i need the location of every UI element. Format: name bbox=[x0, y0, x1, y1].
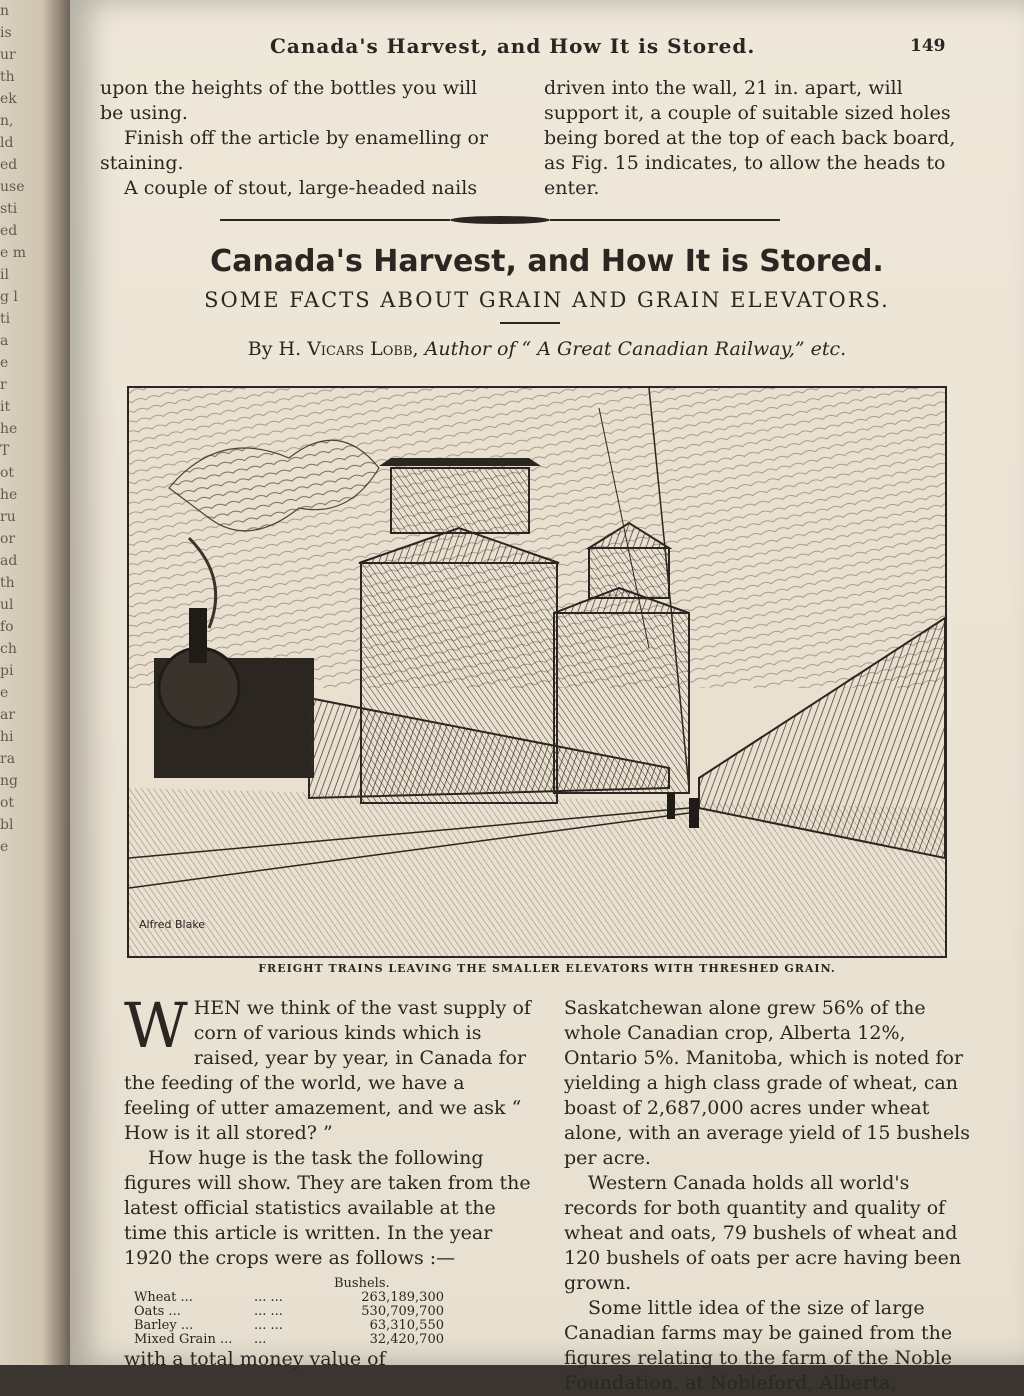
article-column-left bbox=[124, 989, 534, 1372]
gutter-line: th bbox=[0, 69, 15, 85]
crop-dots: ... ... bbox=[254, 1318, 283, 1333]
paragraph: Saskatchewan alone grew 56% of the whole Canadian crop, Alberta 12%, Ontario 5%. Manitoba, which is noted for yielding a high class grade of wheat, can boast of 2,687,000 acres under wheat alone, with an average yield of 15 bushels per acre. bbox=[564, 997, 970, 1169]
crop-value: 32,420,700 bbox=[369, 1332, 444, 1347]
gutter-line: th bbox=[0, 575, 15, 591]
gutter-line: ar bbox=[0, 707, 16, 723]
author-credit: Author of “ A Great Canadian Railway,” etc. bbox=[424, 338, 847, 360]
byline-prefix: By bbox=[247, 338, 279, 360]
grain-elevator-engraving bbox=[129, 388, 945, 956]
paragraph: Finish off the article by enamelling or staining. bbox=[100, 127, 489, 174]
gutter-line: he bbox=[0, 421, 18, 437]
crop-dots: ... ... bbox=[254, 1290, 283, 1305]
gutter-line: a bbox=[0, 333, 9, 349]
crop-value: 530,709,700 bbox=[361, 1304, 444, 1319]
previous-page-edge bbox=[0, 0, 70, 1365]
byline: By H. Vicars Lobb, Author of “ A Great Canadian Railway,” etc. bbox=[247, 338, 847, 360]
paragraph: How huge is the task the following figures will show. They are taken from the latest official statistics available at the time this article is written. In the year 1920 the crops were as follows :— bbox=[124, 1147, 531, 1269]
crop-name: Barley ... bbox=[134, 1318, 194, 1333]
gutter-line: e m bbox=[0, 245, 27, 261]
crop-name: Oats ... bbox=[134, 1304, 181, 1319]
gutter-line: ad bbox=[0, 553, 18, 569]
gutter-line: he bbox=[0, 487, 18, 503]
gutter-line: ed bbox=[0, 223, 18, 239]
crop-name: Wheat ... bbox=[134, 1290, 193, 1305]
gutter-line: ra bbox=[0, 751, 16, 767]
gutter-line: e bbox=[0, 685, 9, 701]
gutter-line: ul bbox=[0, 597, 14, 613]
paragraph-text: HEN we think of the vast supply of corn of various kinds which is raised, year by year, in Canada for the feeding of the world, we have a feeling of utter amazement, and we ask “ How is it all stored? ” bbox=[124, 997, 531, 1144]
crop-row bbox=[124, 1333, 534, 1347]
previous-article-column-right bbox=[544, 76, 974, 201]
gutter-line: n bbox=[0, 3, 10, 19]
gutter-line: e bbox=[0, 839, 9, 855]
crop-table-header: Bushels. bbox=[334, 1276, 390, 1291]
gutter-line: it bbox=[0, 399, 11, 415]
gutter-line: ed bbox=[0, 157, 18, 173]
gutter-line: g l bbox=[0, 289, 18, 305]
gutter-line: r bbox=[0, 377, 7, 393]
gutter-line: use bbox=[0, 179, 25, 195]
crop-value: 263,189,300 bbox=[361, 1290, 444, 1305]
gutter-line: ch bbox=[0, 641, 17, 657]
page-number: 149 bbox=[910, 36, 946, 56]
crop-name: Mixed Grain ... bbox=[134, 1332, 233, 1347]
paragraph: with a total money value of bbox=[124, 1348, 386, 1370]
gutter-line: ru bbox=[0, 509, 16, 525]
author-name: H. Vicars Lobb bbox=[278, 338, 413, 360]
drop-cap: W bbox=[124, 989, 188, 1062]
gutter-line: ot bbox=[0, 795, 15, 811]
crop-dots: ... bbox=[254, 1332, 267, 1347]
crop-table bbox=[124, 1277, 534, 1347]
crop-dots: ... ... bbox=[254, 1304, 283, 1319]
gutter-line: hi bbox=[0, 729, 14, 745]
gutter-line: T bbox=[0, 443, 10, 459]
previous-article-column-left bbox=[100, 76, 520, 201]
crop-row bbox=[124, 1305, 534, 1319]
gutter-line: ld bbox=[0, 135, 14, 151]
crop-row bbox=[124, 1319, 534, 1333]
gutter-line: fo bbox=[0, 619, 14, 635]
paragraph: driven into the wall, 21 in. apart, will support it, a couple of suitable sized holes being bored at the top of each back board, as Fig. 15 indicates, to allow the heads to enter. bbox=[544, 77, 956, 199]
gutter-line: ng bbox=[0, 773, 18, 789]
gutter-line: ur bbox=[0, 47, 16, 63]
article-subtitle: SOME FACTS ABOUT GRAIN AND GRAIN ELEVATORS. bbox=[204, 288, 890, 312]
gutter-line: is bbox=[0, 25, 12, 41]
engraving-illustration bbox=[127, 386, 947, 958]
illustration-caption: FREIGHT TRAINS LEAVING THE SMALLER ELEVATORS WITH THRESHED GRAIN. bbox=[258, 962, 836, 975]
gutter-line: ot bbox=[0, 465, 15, 481]
gutter-line: bl bbox=[0, 817, 14, 833]
paragraph bbox=[124, 989, 534, 1146]
gutter-line: n, bbox=[0, 113, 14, 129]
crop-row bbox=[124, 1291, 534, 1305]
running-head: Canada's Harvest, and How It is Stored. bbox=[270, 34, 756, 58]
text-line: upon the heights of the bottles you will bbox=[100, 77, 478, 99]
gutter-line: ti bbox=[0, 311, 11, 327]
previous-page-text bbox=[0, 0, 62, 858]
gutter-line: pi bbox=[0, 663, 14, 679]
article-column-right bbox=[564, 996, 974, 1396]
article-title: Canada's Harvest, and How It is Stored. bbox=[210, 244, 884, 279]
text-line: be using. bbox=[100, 102, 188, 124]
title-rule bbox=[500, 322, 560, 324]
paragraph: Some little idea of the size of large Canadian farms may be gained from the figures relating to the farm of the Noble Foundation, at Nobleford, Alberta, bbox=[564, 1297, 953, 1394]
magazine-page bbox=[70, 0, 1024, 1394]
gutter-line: ek bbox=[0, 91, 17, 107]
gutter-line: sti bbox=[0, 201, 18, 217]
gutter-line: or bbox=[0, 531, 16, 547]
artist-signature: Alfred Blake bbox=[139, 918, 206, 931]
gutter-line: il bbox=[0, 267, 9, 283]
gutter-line: e bbox=[0, 355, 9, 371]
crop-value: 63,310,550 bbox=[369, 1318, 444, 1333]
paragraph: A couple of stout, large-headed nails bbox=[124, 177, 478, 199]
ornamental-divider bbox=[220, 210, 780, 230]
paragraph: Western Canada holds all world's records for both quantity and quality of wheat and oats, 79 bushels of wheat and 120 bushels of oats per acre having been grown. bbox=[564, 1172, 962, 1294]
